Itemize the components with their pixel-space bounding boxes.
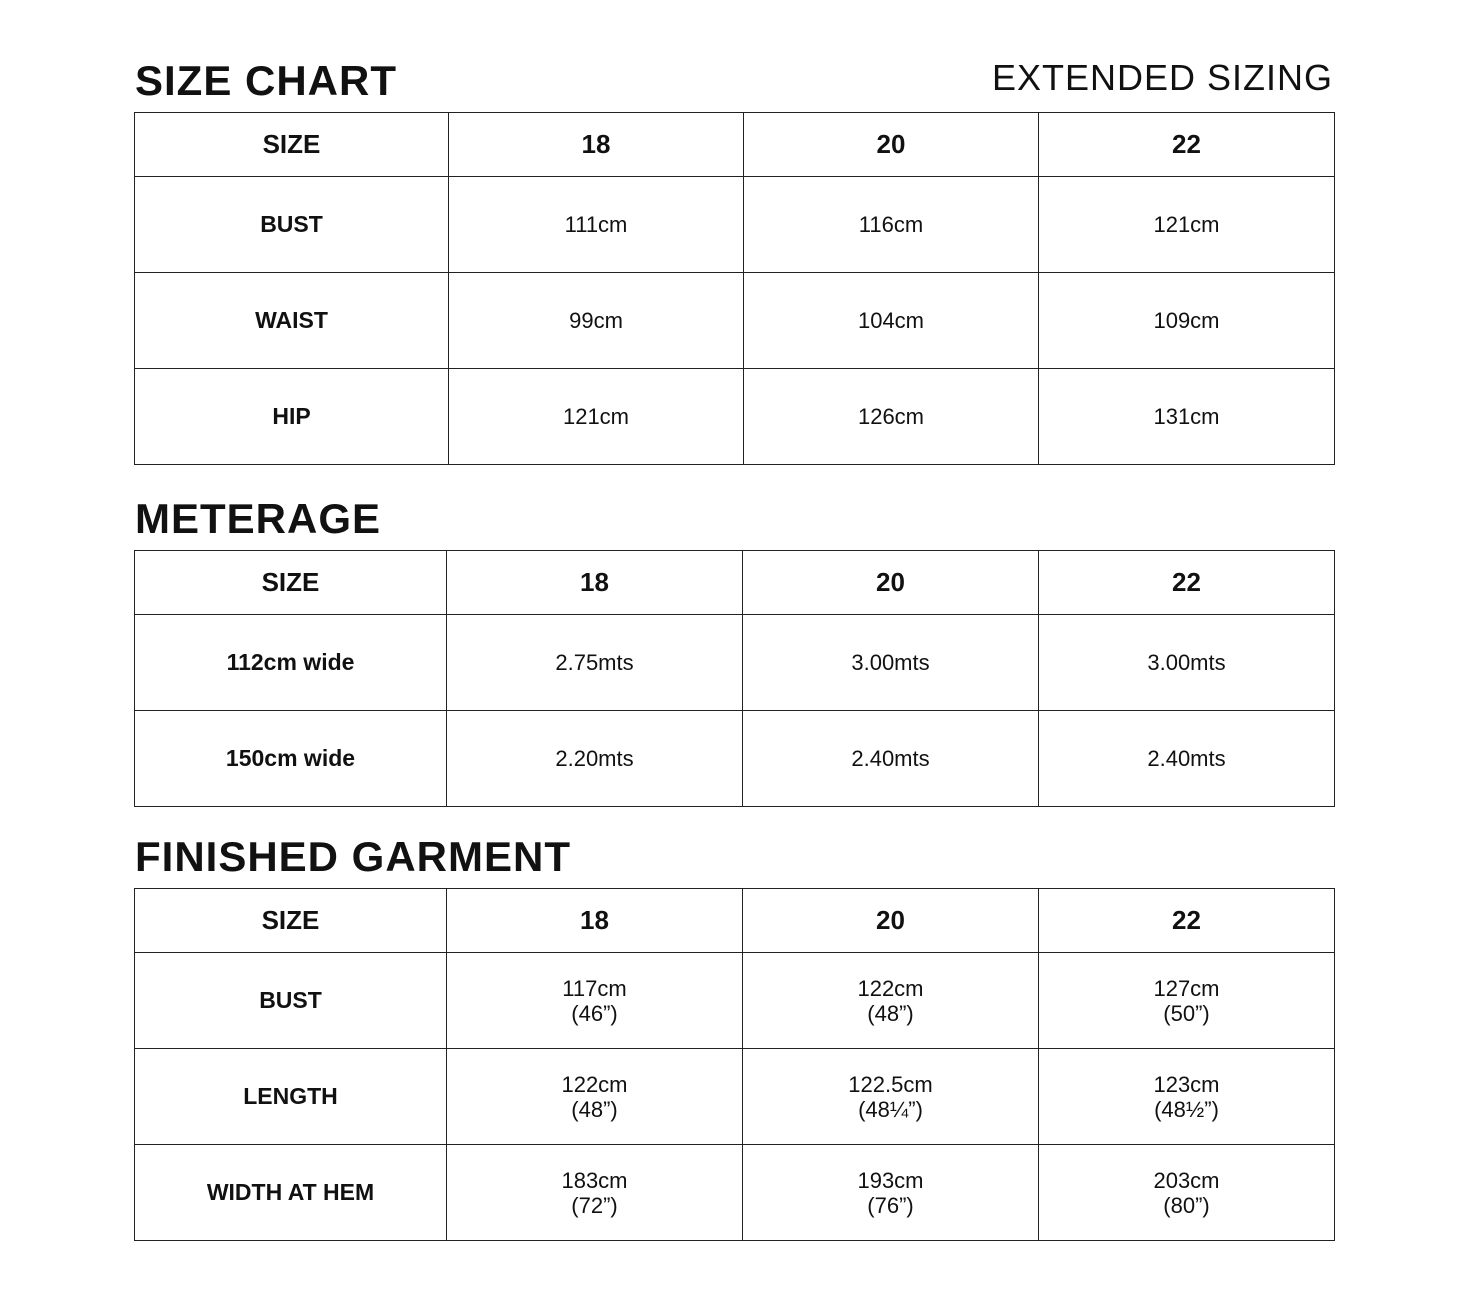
table-cell: 2.40mts: [1039, 711, 1335, 807]
table-cell: 3.00mts: [743, 615, 1039, 711]
extended-sizing-label: EXTENDED SIZING: [991, 57, 1333, 98]
inch-value: (76”): [867, 1192, 914, 1218]
cm-value: 122.5cm: [848, 1071, 933, 1097]
table-cell: 2.40mts: [743, 711, 1039, 807]
column-header: 18: [449, 113, 744, 177]
row-label: BUST: [135, 953, 447, 1049]
finished-garment-header-row: [135, 889, 1335, 953]
column-header: 18: [447, 889, 743, 953]
meterage-header-row: [135, 551, 1335, 615]
cm-value: 203cm: [1153, 1167, 1220, 1193]
column-header: SIZE: [135, 551, 447, 615]
table-cell: [447, 1049, 743, 1145]
meterage-title: METERAGE: [135, 495, 382, 542]
table-cell: [447, 1145, 743, 1241]
cm-value: 127cm: [1153, 975, 1220, 1001]
inch-value: (72”): [571, 1192, 618, 1218]
table-cell: [1039, 953, 1335, 1049]
table-cell: [1039, 1049, 1335, 1145]
row-label: 112cm wide: [135, 615, 447, 711]
table-row: [135, 1145, 1335, 1241]
table-row: [135, 369, 1335, 465]
size-chart-header-row: [135, 113, 1335, 177]
table-row: [135, 711, 1335, 807]
table-cell: [447, 953, 743, 1049]
row-label: 150cm wide: [135, 711, 447, 807]
table-row: [135, 615, 1335, 711]
table-row: [135, 1049, 1335, 1145]
table-cell: 121cm: [449, 369, 744, 465]
table-cell: 3.00mts: [1039, 615, 1335, 711]
finished-garment-title: FINISHED GARMENT: [135, 833, 571, 880]
column-header: 22: [1039, 551, 1335, 615]
meterage-table: [134, 550, 1335, 807]
table-row: [135, 953, 1335, 1049]
inch-value: (48”): [571, 1096, 618, 1122]
inch-value: (46”): [571, 1000, 618, 1026]
row-label: WIDTH AT HEM: [135, 1145, 447, 1241]
cm-value: 122cm: [561, 1071, 628, 1097]
row-label: LENGTH: [135, 1049, 447, 1145]
column-header: 20: [744, 113, 1039, 177]
column-header: 22: [1039, 113, 1335, 177]
cm-value: 123cm: [1153, 1071, 1220, 1097]
inch-value: (80”): [1163, 1192, 1210, 1218]
cm-value: 193cm: [857, 1167, 924, 1193]
column-header: SIZE: [135, 889, 447, 953]
table-cell: 111cm: [449, 177, 744, 273]
column-header: 20: [743, 551, 1039, 615]
column-header: SIZE: [135, 113, 449, 177]
table-cell: 104cm: [744, 273, 1039, 369]
row-label: WAIST: [135, 273, 449, 369]
table-row: [135, 177, 1335, 273]
size-chart-table: [134, 112, 1335, 465]
inch-value: (48”): [867, 1000, 914, 1026]
row-label: BUST: [135, 177, 449, 273]
table-cell: 2.20mts: [447, 711, 743, 807]
table-cell: 116cm: [744, 177, 1039, 273]
table-cell: 99cm: [449, 273, 744, 369]
cm-value: 117cm: [562, 975, 627, 1001]
inch-value: (48¼”): [858, 1096, 923, 1122]
table-cell: 2.75mts: [447, 615, 743, 711]
inch-value: (48½”): [1154, 1096, 1219, 1122]
inch-value: (50”): [1163, 1000, 1210, 1026]
column-header: 22: [1039, 889, 1335, 953]
cm-value: 183cm: [561, 1167, 628, 1193]
table-cell: 121cm: [1039, 177, 1335, 273]
table-cell: 131cm: [1039, 369, 1335, 465]
column-header: 20: [743, 889, 1039, 953]
row-label: HIP: [135, 369, 449, 465]
table-cell: [743, 1049, 1039, 1145]
table-cell: 126cm: [744, 369, 1039, 465]
table-cell: 109cm: [1039, 273, 1335, 369]
cm-value: 122cm: [857, 975, 924, 1001]
size-chart-title: SIZE CHART: [135, 57, 397, 104]
table-cell: [743, 1145, 1039, 1241]
column-header: 18: [447, 551, 743, 615]
table-cell: [743, 953, 1039, 1049]
table-row: [135, 273, 1335, 369]
finished-garment-table: [134, 888, 1335, 1241]
table-cell: [1039, 1145, 1335, 1241]
